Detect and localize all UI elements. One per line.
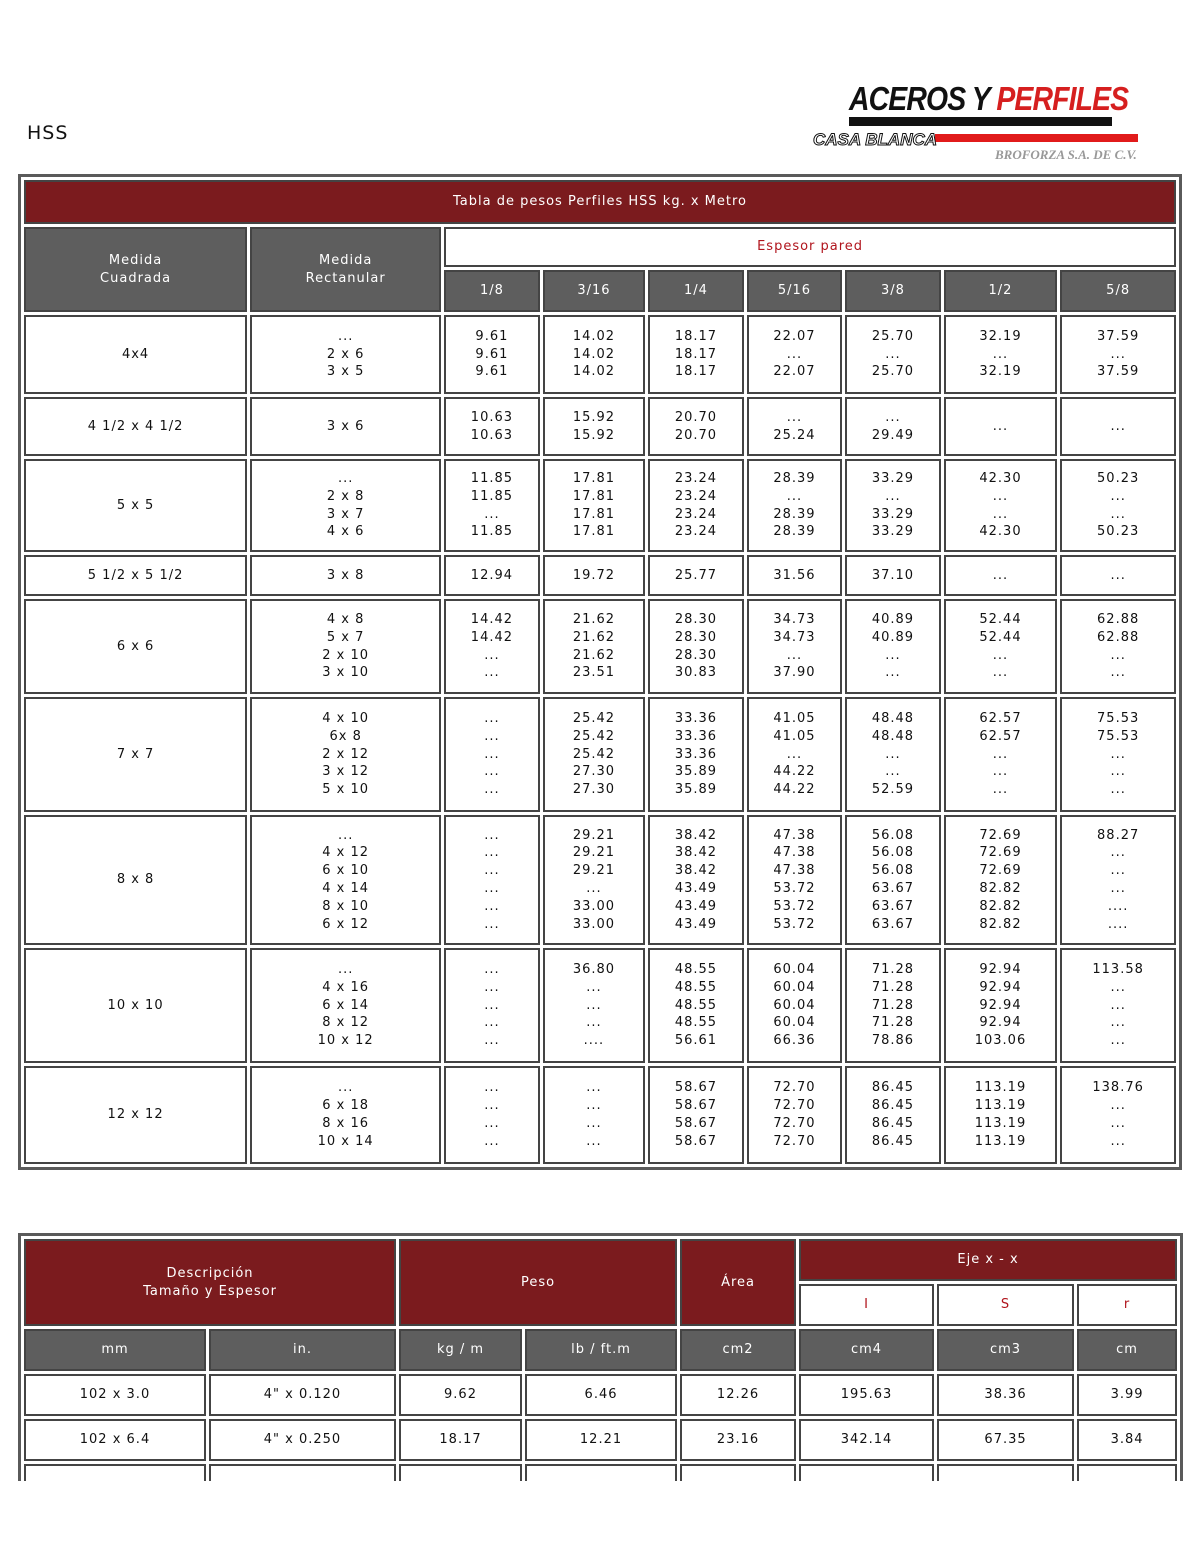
property-cell: 9.62: [399, 1374, 522, 1416]
weight-cell: 40.89 40.89 ... ...: [845, 599, 941, 694]
property-cell: [525, 1464, 677, 1481]
rect-size-cell: 4 x 10 6x 8 2 x 12 3 x 12 5 x 10: [250, 697, 441, 812]
property-cell: 6.46: [525, 1374, 677, 1416]
property-cell: [680, 1464, 796, 1481]
logo-company-name: BROFORZA S.A. DE C.V.: [995, 147, 1137, 162]
weight-cell: 9.61 9.61 9.61: [444, 315, 540, 394]
property-cell: 4" x 0.120: [209, 1374, 396, 1416]
property-cell: 342.14: [799, 1419, 934, 1461]
weight-cell: 14.42 14.42 ... ...: [444, 599, 540, 694]
weight-cell: ... ... ... ... ... ...: [444, 815, 540, 945]
weight-cell: ... ... ... ...: [543, 1066, 646, 1164]
unit-header: lb / ft.m: [525, 1329, 677, 1371]
page-label: HSS: [27, 122, 69, 144]
square-size-cell: 6 x 6: [24, 599, 247, 694]
weight-cell: ... 29.49: [845, 397, 941, 456]
weight-cell: 19.72: [543, 555, 646, 596]
weight-cell: 33.29 ... 33.29 33.29: [845, 459, 941, 552]
thickness-header: 3/16: [543, 270, 646, 312]
axis-column-header: I: [799, 1284, 934, 1326]
property-cell: [399, 1464, 522, 1481]
weight-cell: 52.44 52.44 ... ...: [944, 599, 1058, 694]
property-cell: [937, 1464, 1074, 1481]
square-size-cell: 5 x 5: [24, 459, 247, 552]
rect-size-cell: 3 x 6: [250, 397, 441, 456]
weight-cell: 20.70 20.70: [648, 397, 744, 456]
weight-cell: 28.30 28.30 28.30 30.83: [648, 599, 744, 694]
rect-size-cell: 4 x 8 5 x 7 2 x 10 3 x 10: [250, 599, 441, 694]
header-area: Área: [680, 1239, 796, 1326]
weight-cell: 41.05 41.05 ... 44.22 44.22: [747, 697, 843, 812]
weight-cell: ...: [1060, 555, 1176, 596]
property-cell: 4" x 0.250: [209, 1419, 396, 1461]
weight-cell: 18.17 18.17 18.17: [648, 315, 744, 394]
logo-word-aceros: ACEROS Y: [849, 80, 990, 117]
weight-cell: 37.59 ... 37.59: [1060, 315, 1176, 394]
weight-cell: 33.36 33.36 33.36 35.89 35.89: [648, 697, 744, 812]
table-row: [24, 1419, 1177, 1461]
square-size-cell: 10 x 10: [24, 948, 247, 1063]
weight-cell: 113.58 ... ... ... ...: [1060, 948, 1176, 1063]
weight-cell: 56.08 56.08 56.08 63.67 63.67 63.67: [845, 815, 941, 945]
weight-cell: 29.21 29.21 29.21 ... 33.00 33.00: [543, 815, 646, 945]
weight-cell: ...: [1060, 397, 1176, 456]
unit-header: in.: [209, 1329, 396, 1371]
weight-cell: 50.23 ... ... 50.23: [1060, 459, 1176, 552]
property-cell: 3.84: [1077, 1419, 1177, 1461]
weight-cell: 72.70 72.70 72.70 72.70: [747, 1066, 843, 1164]
weight-cell: 25.42 25.42 25.42 27.30 27.30: [543, 697, 646, 812]
weight-cell: 47.38 47.38 47.38 53.72 53.72 53.72: [747, 815, 843, 945]
property-cell: [209, 1464, 396, 1481]
property-cell: 102 x 3.0: [24, 1374, 206, 1416]
thickness-header: 3/8: [845, 270, 941, 312]
weight-cell: 12.94: [444, 555, 540, 596]
rect-size-cell: ... 6 x 18 8 x 16 10 x 14: [250, 1066, 441, 1164]
property-cell: 18.17: [399, 1419, 522, 1461]
thickness-header: 5/8: [1060, 270, 1176, 312]
weights-table-title: Tabla de pesos Perfiles HSS kg. x Metro: [24, 180, 1176, 224]
weight-cell: 38.42 38.42 38.42 43.49 43.49 43.49: [648, 815, 744, 945]
rect-size-cell: ... 2 x 6 3 x 5: [250, 315, 441, 394]
thickness-header: 1/4: [648, 270, 744, 312]
weight-cell: 42.30 ... ... 42.30: [944, 459, 1058, 552]
rect-size-cell: 3 x 8: [250, 555, 441, 596]
weight-cell: 32.19 ... 32.19: [944, 315, 1058, 394]
weight-cell: 15.92 15.92: [543, 397, 646, 456]
header-description: Descripción Tamaño y Espesor: [24, 1239, 396, 1326]
weight-cell: ...: [944, 555, 1058, 596]
weight-cell: ... ... ... ...: [444, 1066, 540, 1164]
weight-cell: 14.02 14.02 14.02: [543, 315, 646, 394]
square-size-cell: 4x4: [24, 315, 247, 394]
weight-cell: 138.76 ... ... ...: [1060, 1066, 1176, 1164]
weight-cell: 28.39 ... 28.39 28.39: [747, 459, 843, 552]
weight-cell: 10.63 10.63: [444, 397, 540, 456]
weight-cell: 11.85 11.85 ... 11.85: [444, 459, 540, 552]
rect-size-cell: ... 4 x 12 6 x 10 4 x 14 8 x 10 6 x 12: [250, 815, 441, 945]
weight-cell: 48.55 48.55 48.55 48.55 56.61: [648, 948, 744, 1063]
property-cell: 12.21: [525, 1419, 677, 1461]
weight-cell: 37.10: [845, 555, 941, 596]
rect-size-cell: ... 2 x 8 3 x 7 4 x 6: [250, 459, 441, 552]
properties-table: [18, 1233, 1183, 1481]
weight-cell: 75.53 75.53 ... ... ...: [1060, 697, 1176, 812]
square-size-cell: 8 x 8: [24, 815, 247, 945]
weight-cell: 25.77: [648, 555, 744, 596]
weight-cell: 48.48 48.48 ... ... 52.59: [845, 697, 941, 812]
weight-cell: 113.19 113.19 113.19 113.19: [944, 1066, 1058, 1164]
header-wall-thickness: Espesor pared: [444, 227, 1176, 267]
thickness-header: 1/8: [444, 270, 540, 312]
property-cell: 38.36: [937, 1374, 1074, 1416]
weight-cell: 60.04 60.04 60.04 60.04 66.36: [747, 948, 843, 1063]
header-axis-xx: Eje x - x: [799, 1239, 1177, 1281]
unit-header: cm2: [680, 1329, 796, 1371]
square-size-cell: 7 x 7: [24, 697, 247, 812]
property-cell: 12.26: [680, 1374, 796, 1416]
unit-header: mm: [24, 1329, 206, 1371]
weight-cell: ... ... ... ... ...: [444, 697, 540, 812]
weight-cell: 23.24 23.24 23.24 23.24: [648, 459, 744, 552]
table-row: [24, 1374, 1177, 1416]
axis-column-header: r: [1077, 1284, 1177, 1326]
logo-subtitle: CASA BLANCA: [813, 130, 938, 149]
square-size-cell: 4 1/2 x 4 1/2: [24, 397, 247, 456]
weight-cell: 31.56: [747, 555, 843, 596]
weight-cell: ...: [944, 397, 1058, 456]
weight-cell: 58.67 58.67 58.67 58.67: [648, 1066, 744, 1164]
thickness-header: 5/16: [747, 270, 843, 312]
unit-header: cm4: [799, 1329, 934, 1371]
weight-cell: 88.27 ... ... ... .... ....: [1060, 815, 1176, 945]
property-cell: [799, 1464, 934, 1481]
weight-cell: 86.45 86.45 86.45 86.45: [845, 1066, 941, 1164]
weight-cell: 71.28 71.28 71.28 71.28 78.86: [845, 948, 941, 1063]
square-size-cell: 12 x 12: [24, 1066, 247, 1164]
property-cell: 3.99: [1077, 1374, 1177, 1416]
weight-cell: ... ... ... ... ...: [444, 948, 540, 1063]
header-rect-size: Medida Rectanular: [250, 227, 441, 312]
unit-header: cm3: [937, 1329, 1074, 1371]
property-cell: 102 x 6.4: [24, 1419, 206, 1461]
weight-cell: 21.62 21.62 21.62 23.51: [543, 599, 646, 694]
unit-header: kg / m: [399, 1329, 522, 1371]
header-square-size: Medida Cuadrada: [24, 227, 247, 312]
weight-cell: 36.80 ... ... ... ....: [543, 948, 646, 1063]
thickness-header: 1/2: [944, 270, 1058, 312]
axis-column-header: S: [937, 1284, 1074, 1326]
table-row: [24, 1464, 1177, 1481]
weight-cell: 22.07 ... 22.07: [747, 315, 843, 394]
weight-cell: 62.57 62.57 ... ... ...: [944, 697, 1058, 812]
property-cell: [1077, 1464, 1177, 1481]
square-size-cell: 5 1/2 x 5 1/2: [24, 555, 247, 596]
header-weight: Peso: [399, 1239, 677, 1326]
property-cell: 67.35: [937, 1419, 1074, 1461]
weight-cell: 62.88 62.88 ... ...: [1060, 599, 1176, 694]
property-cell: 23.16: [680, 1419, 796, 1461]
weight-cell: ... 25.24: [747, 397, 843, 456]
logo-word-perfiles: PERFILES: [996, 80, 1129, 117]
weight-cell: 92.94 92.94 92.94 92.94 103.06: [944, 948, 1058, 1063]
weight-cell: 25.70 ... 25.70: [845, 315, 941, 394]
weight-cell: 17.81 17.81 17.81 17.81: [543, 459, 646, 552]
property-cell: [24, 1464, 206, 1481]
weight-cell: 72.69 72.69 72.69 82.82 82.82 82.82: [944, 815, 1058, 945]
weight-cell: 34.73 34.73 ... 37.90: [747, 599, 843, 694]
rect-size-cell: ... 4 x 16 6 x 14 8 x 12 10 x 12: [250, 948, 441, 1063]
unit-header: cm: [1077, 1329, 1177, 1371]
property-cell: 195.63: [799, 1374, 934, 1416]
